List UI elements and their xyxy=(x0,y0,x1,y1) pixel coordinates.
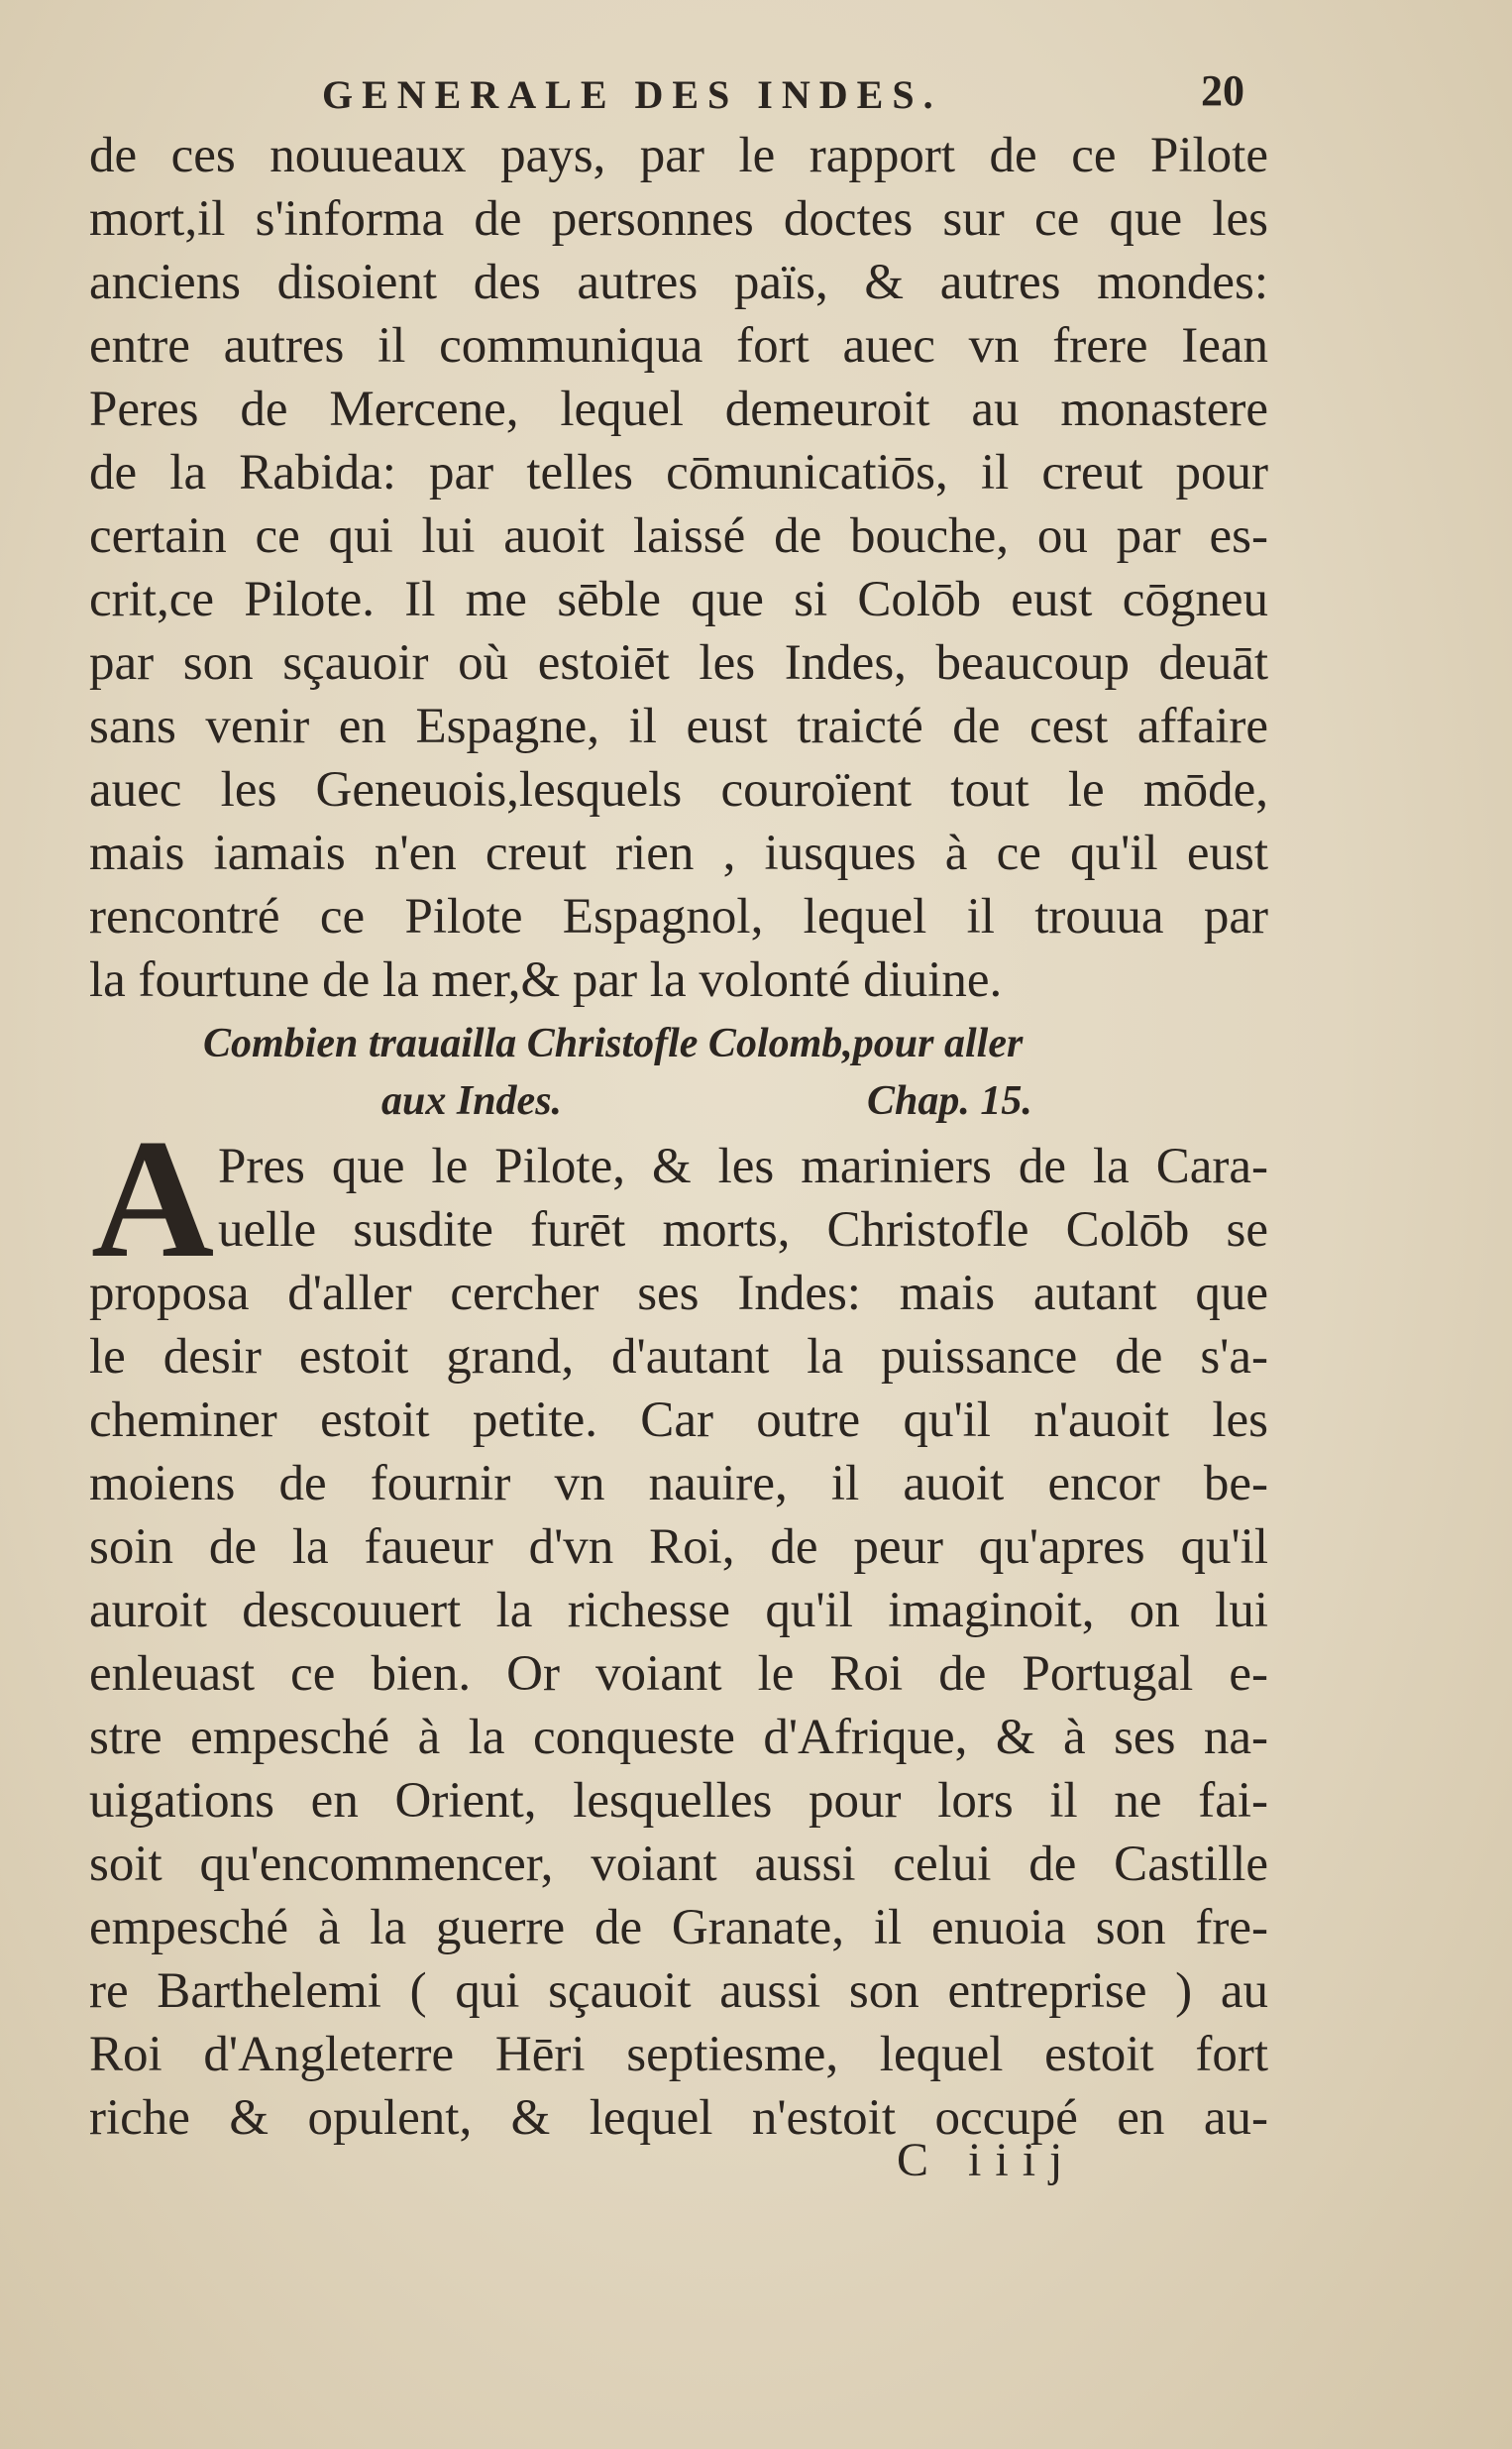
text-line: empesché à la guerre de Granate, il enuoia son fre- xyxy=(89,1900,1268,1955)
text-line: certain ce qui lui auoit laissé de bouche, ou par es- xyxy=(89,508,1268,564)
text-line: la fourtune de la mer,& par la volonté diuine. xyxy=(89,952,1003,1008)
text-line: cheminer estoit petite. Car outre qu'il n'auoit les xyxy=(89,1392,1268,1448)
text-line: soin de la faueur d'vn Roi, de peur qu'apres qu'il xyxy=(89,1519,1268,1575)
text-line: enleuast ce bien. Or voiant le Roi de Portugal e- xyxy=(89,1646,1268,1702)
text-line: anciens disoient des autres païs, & autres mondes: xyxy=(89,255,1268,310)
running-head xyxy=(0,66,1512,131)
chapter-heading-text: aux Indes. xyxy=(381,1078,563,1124)
text-line: mort,il s'informa de personnes doctes sur ce que les xyxy=(89,191,1268,247)
text-line: par son sçauoir où estoiēt les Indes, beaucoup deuāt xyxy=(89,635,1268,691)
text-line: de ces nouueaux pays, par le rapport de ce Pilote xyxy=(89,128,1268,183)
paragraph-1 xyxy=(89,124,1268,1012)
text-line: entre autres il communiqua fort auec vn frere Iean xyxy=(89,318,1268,374)
drop-cap: A xyxy=(91,1105,215,1293)
text-block xyxy=(89,124,1268,2146)
text-line: auroit descouuert la richesse qu'il imaginoit, on lui xyxy=(89,1583,1268,1638)
text-line: uigations en Orient, lesquelles pour lors il ne fai- xyxy=(89,1773,1268,1829)
running-title: GENERALE DES INDES. xyxy=(322,72,942,117)
text-line: riche & opulent, & lequel n'estoit occupé en au- xyxy=(89,2090,1268,2146)
text-line: crit,ce Pilote. Il me sēble que si Colōb eust cōgneu xyxy=(89,572,1268,627)
signature-mark: C iiij xyxy=(897,2134,1077,2186)
text-line: re Barthelemi ( qui sçauoit aussi son entreprise ) au xyxy=(89,1963,1268,2019)
text-line: le desir estoit grand, d'autant la puissance de s'a- xyxy=(89,1329,1268,1385)
text-line: mais iamais n'en creut rien , iusques à ce qu'il eust xyxy=(89,826,1268,881)
text-line: soit qu'encommencer, voiant aussi celui de Castille xyxy=(89,1837,1268,1892)
text-line: moiens de fournir vn nauire, il auoit encor be- xyxy=(89,1456,1268,1511)
text-line: stre empesché à la conqueste d'Afrique, & à ses na- xyxy=(89,1710,1268,1765)
text-line: sans venir en Espagne, il eust traicté de cest affaire xyxy=(89,699,1268,754)
text-line: de la Rabida: par telles cōmunicatiōs, il creut pour xyxy=(89,445,1268,501)
text-line: Roi d'Angleterre Hēri septiesme, lequel estoit fort xyxy=(89,2027,1268,2082)
chapter-heading-line-2 xyxy=(381,1073,1512,1129)
chapter-number: Chap. 15. xyxy=(867,1078,1032,1124)
text-line: Peres de Mercene, lequel demeuroit au monastere xyxy=(89,382,1268,437)
text-line: Pres que le Pilote, & les mariniers de la Cara- xyxy=(218,1139,1268,1194)
text-line: uelle susdite furēt morts, Christofle Colōb se xyxy=(218,1202,1268,1258)
chapter-heading-line-1: Combien trauailla Christofle Colomb,pour aller xyxy=(203,1021,1024,1066)
page-number: 20 xyxy=(1201,66,1244,115)
paragraph-2 xyxy=(89,1135,1268,2150)
text-line: auec les Geneuois,lesquels couroïent tout le mōde, xyxy=(89,762,1268,818)
text-line: rencontré ce Pilote Espagnol, lequel il trouua par xyxy=(89,889,1268,945)
text-line: proposa d'aller cercher ses Indes: mais autant que xyxy=(89,1266,1268,1321)
